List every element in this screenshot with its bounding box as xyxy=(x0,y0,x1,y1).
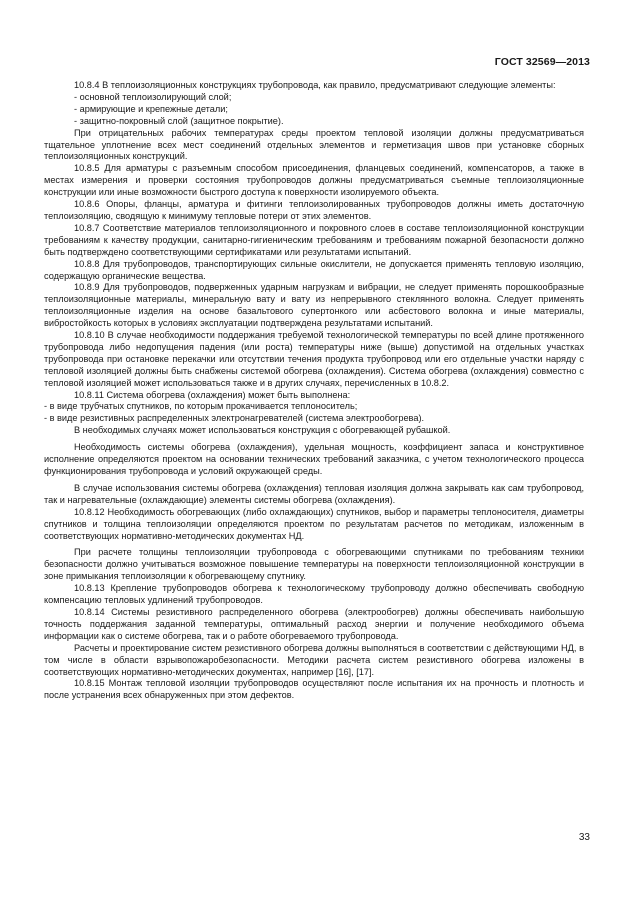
page-body xyxy=(44,80,584,702)
clause-10-8-5: 10.8.5 Для арматуры с разъемным способом присоединения, фланцевых соединений, компенсаторов, а также в местах измерения и проверки состояния трубопроводов должны предусматриваться съемные теплоизоляционные конструкции или иные возможности быстрого доступа к поверхности изолируемого объекта. xyxy=(44,163,584,198)
list-item-resistive-heaters: - в виде резистивных распределенных электронагревателей (система электрообогрева). xyxy=(44,413,425,424)
page-number: 33 xyxy=(578,832,590,843)
paragraph-insulation-coverage: В случае использования системы обогрева (охлаждения) тепловая изоляция должна закрывать как сам трубопровод, так и нагревательные (охлаждающие) элементы системы обогрева (охлаждения). xyxy=(44,482,584,505)
clause-10-8-13: 10.8.13 Крепление трубопроводов обогрева к технологическому трубопроводу должно обеспечивать свободную компенсацию тепловых удлинений трубопроводов. xyxy=(44,583,584,606)
clause-10-8-14: 10.8.14 Системы резистивного распределенного обогрева (электрообогрев) должны обеспечивать наибольшую точность поддержания заданной температуры, оптимальный расход энергии и получение необходимого объема информации как о системе обогрева, так и о работе обогреваемого трубопровода. xyxy=(44,606,584,641)
list-item-insulating-layer: - основной теплоизолирующий слой; xyxy=(74,91,232,102)
paragraph-safety-calculation: При расчете толщины теплоизоляции трубопровода с обогревающими спутниками по требованиям техники безопасности должно учитываться возможное повышение температуры на поверхности теплоизоляционной конструкции в зоне примыкания теплоизоляции к обогревающему спутнику. xyxy=(44,547,584,582)
paragraph-heating-necessity: Необходимость системы обогрева (охлаждения), удельная мощность, коэффициент запаса и конструктивное исполнение определяются проектом на основании технических требований заказчика, с учетом технологического процесса функционирования трубопровода и условий окружающей среды. xyxy=(44,442,584,476)
clause-10-8-7: 10.8.7 Соответствие материалов теплоизоляционного и покровного слоев в составе теплоизоляционной конструкции требованиям к качеству продукции, санитарно-гигиеническим требованиям и требованиям пожарной безопасности должно быть подтверждено соответствующими сертификатами или результатами испытаний. xyxy=(44,222,584,257)
paragraph-negative-temperatures: При отрицательных рабочих температурах среды проектом тепловой изоляции должны предусматриваться тщательное уплотнение всех мест соединений отдельных элементов и герметизация швов при установке сборных теплоизоляционных конструкций. xyxy=(44,127,584,162)
paragraph-resistive-calculation: Расчеты и проектирование систем резистивного обогрева должны выполняться в соответствии с действующими НД, в том числе в области взрывопожаробезопасности. Методики расчета систем резистивного обогрева изложены в соответствующих нормативно-методических документах, например [16], [17]. xyxy=(44,642,584,677)
list-item-protective-layer: - защитно-покровный слой (защитное покрытие). xyxy=(74,115,284,126)
clause-10-8-9: 10.8.9 Для трубопроводов, подверженных ударным нагрузкам и вибрации, не следует применять порошкообразные теплоизоляционные материалы, минеральную вату и вату из непрерывного стеклянного волокна. Следует применять теплоизоляционные изделия на основе базальтового супертонкого или асбестового волокна и иные материалы, вибростойкость которых в условиях эксплуатации подтверждена результатами испытаний. xyxy=(44,282,584,329)
clause-10-8-12: 10.8.12 Необходимость обогревающих (либо охлаждающих) спутников, выбор и параметры теплоносителя, диаметры спутников и толщина теплоизоляции определяются проектом по результатам расчетов по методикам, изложенным в соответствующих нормативно-методических документах НД. xyxy=(44,506,584,541)
clause-10-8-11: 10.8.11 Система обогрева (охлаждения) может быть выполнена: xyxy=(74,389,351,400)
clause-10-8-4: 10.8.4 В теплоизоляционных конструкциях трубопровода, как правило, предусматривают следующие элементы: xyxy=(74,80,556,90)
list-item-fastening-parts: - армирующие и крепежные детали; xyxy=(74,103,228,114)
clause-10-8-10: 10.8.10 В случае необходимости поддержания требуемой технологической температуры по всей длине протяженного трубопровода либо недопущения падения (или роста) температуры ниже (выше) допустимой на отдельных участках трубопровода при остановке перекачки или отсутствии течения продукта трубопровод или его отдельные участки наряду с тепловой изоляцией должны быть снабжены системой обогрева (охлаждения). Система обогрева (охлаждения) совместно с тепловой изоляцией может использоваться также и в других случаях, перечисленных в 10.8.2. xyxy=(44,330,584,388)
document-standard-header: ГОСТ 32569—2013 xyxy=(494,56,590,68)
paragraph-heating-jacket: В необходимых случаях может использоваться конструкция с обогревающей рубашкой. xyxy=(74,425,451,436)
clause-10-8-8: 10.8.8 Для трубопроводов, транспортирующих сильные окислители, не допускается применять тепловую изоляцию, содержащую органические вещества. xyxy=(44,258,584,281)
clause-10-8-6: 10.8.6 Опоры, фланцы, арматура и фитинги теплоизолированных трубопроводов должны иметь достаточную теплоизоляцию, сводящую к минимуму тепловые потери от этих элементов. xyxy=(44,199,584,221)
clause-10-8-15: 10.8.15 Монтаж тепловой изоляции трубопроводов осуществляют после испытания их на прочность и плотность и после устранения всех обнаруженных при этом дефектов. xyxy=(44,678,584,701)
list-item-tube-satellites: - в виде трубчатых спутников, по которым прокачивается теплоноситель; xyxy=(44,401,358,412)
